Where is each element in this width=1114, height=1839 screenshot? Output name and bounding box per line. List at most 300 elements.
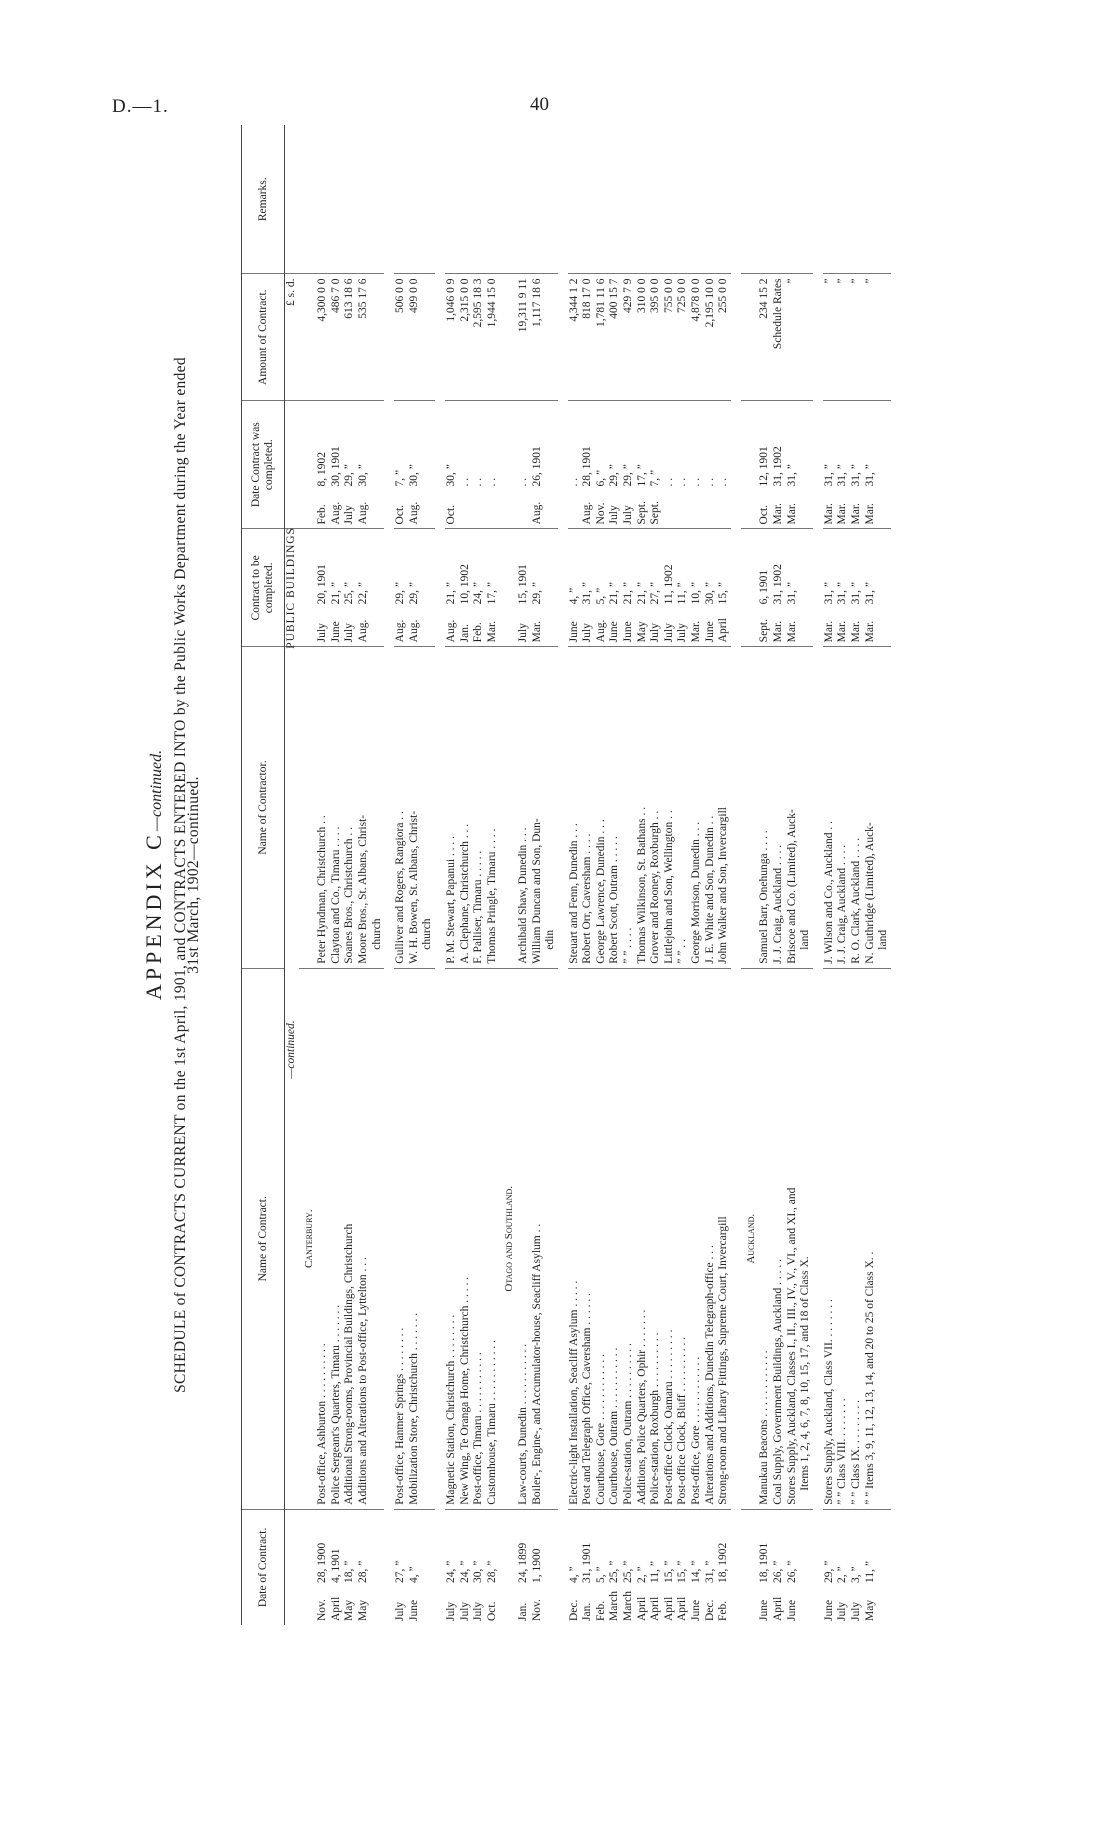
amount-value: 725 0 0 [676,278,689,313]
remarks-cell [772,125,786,274]
appendix-letter: C [141,831,166,850]
table-row [836,125,850,1625]
schedule-title-line2: 31st March, 1902—continued. [185,776,203,974]
completed-month: Feb. [316,504,329,525]
contractor-cell [704,647,718,968]
contract-cell [330,968,344,1509]
date-cell [649,1509,663,1625]
amount-cell [836,274,850,400]
remarks-cell [622,125,636,274]
page-number: 40 [530,94,549,115]
due-month: Aug. [407,619,420,643]
due-month: Mar. [530,620,543,643]
date-day: 18, 1901 [758,1542,771,1583]
remarks-cell [864,125,891,274]
contract-cell [472,968,486,1509]
contractor-cell [836,647,850,968]
due-month: Mar. [822,620,835,643]
amount-value: 4,878 0 0 [690,278,703,322]
date-cell [836,1509,850,1625]
table-body [285,125,891,1625]
amount-value: 395 0 0 [649,278,662,313]
amount-value: ” [849,278,862,284]
date-day: 4, 1901 [329,1548,342,1583]
due-day: 29, ” [394,581,407,605]
completed-date-cell [836,400,850,529]
table-row [394,125,408,1625]
date-day: 4, ” [567,1566,580,1583]
contractor-name: ” ” . . . . [622,927,635,964]
header-contractor: Name of Contractor. [242,647,285,968]
due-date-cell [330,529,344,647]
completed-day: 31, 1902 [772,446,784,487]
due-month: Mar. [863,620,876,643]
remarks-cell [472,125,486,274]
date-cell [622,1509,636,1625]
due-day: 21, ” [444,581,457,605]
amount-value: 1,117 18 6 [530,278,543,327]
due-day: 21, ” [635,581,648,605]
date-cell [663,1509,677,1625]
due-date-cell [408,529,435,647]
remarks-cell [636,125,650,274]
table-row [676,125,690,1625]
contractor-cell [531,647,558,968]
due-day: 27, ” [649,581,662,605]
rotated-schedule [141,125,890,1625]
date-month: May [343,1599,356,1621]
amount-cell [581,274,595,400]
date-day: 29, ” [822,1560,835,1583]
contract-cell [676,968,690,1509]
amount-value: 818 17 0 [581,278,594,319]
remarks-cell [690,125,704,274]
due-date-cell [704,529,718,647]
completed-date-cell [595,400,609,529]
contractor-cell [408,647,435,968]
due-date-cell [836,529,850,647]
completed-month: Nov. [594,502,607,525]
contract-name: Strong-room and Library Fittings, Supreme Court, Invercargill [717,1216,730,1505]
due-month: Mar. [485,620,498,643]
date-day: 18, ” [343,1560,356,1583]
contractor-cell [608,647,622,968]
contract-cell [636,968,650,1509]
due-month: May [635,621,648,643]
table-row [690,125,704,1625]
due-date-cell [517,529,531,647]
completed-date-cell [472,400,486,529]
due-date-cell [486,529,500,647]
date-month: May [863,1599,876,1621]
date-day: 31, ” [703,1560,716,1583]
contract-cell [581,968,595,1509]
due-date-cell [649,529,663,647]
amount-value: 486 7 0 [329,278,342,313]
date-cell [581,1509,595,1625]
date-day: 11, ” [863,1561,876,1583]
contract-name: Post-office Clock, Bluff . . . . . . . . . . [676,1336,689,1505]
amount-value: 4,300 0 0 [316,278,329,322]
remarks-cell [850,125,864,274]
appendix-title [141,125,166,1625]
contractor-cell [622,647,636,968]
completed-month: July [622,505,635,525]
completed-date-cell [330,400,344,529]
due-day: 31, ” [863,581,876,605]
due-month: Aug. [356,619,369,643]
amount-value: 255 0 0 [717,278,730,313]
remarks-cell [531,125,558,274]
completed-day: 31, ” [822,464,835,487]
date-day: 18, 1902 [717,1542,730,1583]
contract-name: Courthouse, Gore . . . . . . . . . . . . [594,1354,607,1505]
due-day: 21, ” [622,581,635,605]
contract-name: Post-office, Hanmer Springs . . . . . . . . [394,1327,407,1505]
due-day: 15, ” [717,581,730,605]
remarks-cell [608,125,622,274]
contractor-cell [343,647,357,968]
due-date-cell [636,529,650,647]
contract-cell [864,968,891,1509]
contract-name: Police Sergeant's Quarters, Timaru . . . . . . . [329,1304,342,1505]
date-day: 31, 1901 [581,1542,594,1583]
due-month: Aug. [594,619,607,643]
amount-value: Schedule Rates [772,278,784,350]
date-cell [864,1509,891,1625]
due-month: June [622,621,635,643]
date-month: Jan. [516,1602,529,1621]
completed-month: Aug. [530,501,543,525]
section-public-continued: —continued. [285,1020,297,1079]
due-date-cell [772,529,786,647]
completed-month: Sept. [635,501,648,525]
date-month: July [836,1601,849,1621]
remarks-cell [486,125,500,274]
table-row [622,125,636,1625]
completed-date-cell [408,400,435,529]
date-month: April [649,1596,662,1621]
contract-name: Additions, Police Quarters, Ophir . . . . . . . [635,1309,648,1505]
date-cell [343,1509,357,1625]
completed-month: Oct. [444,504,457,525]
due-date-cell [394,529,408,647]
appendix-continued: —continued. [148,749,165,832]
amount-cell [316,274,330,400]
due-date-cell [850,529,864,647]
completed-month: Mar. [772,503,784,525]
amount-value: 755 0 0 [662,278,675,313]
contractor-cell [394,647,408,968]
contractor-name: Littlejohn and Son, Wellington . . [662,810,675,964]
date-month: June [758,1599,771,1621]
date-cell [850,1509,864,1625]
table-row [581,125,595,1625]
completed-date-cell [394,400,408,529]
remarks-cell [445,125,459,274]
due-month: Aug. [394,619,407,643]
contract-name: Stores Supply, Auckland, Class VII. . . . . . . . [822,1299,835,1505]
table-row [517,125,531,1625]
remarks-cell [459,125,473,274]
date-cell [357,1509,384,1625]
contract-name: Post-office, Timaru . . . . . . . . . . . [472,1352,485,1505]
contractor-name-cont: land [877,929,890,950]
date-month: Feb. [594,1600,607,1621]
district-canterbury: Canterbury. [299,968,317,1509]
table-row [850,125,864,1625]
contractor-name: Samuel Barr, Onehunga . . . . [758,830,771,964]
date-day: 3, ” [849,1566,862,1583]
amount-cell [823,274,837,400]
due-month: Sept. [758,618,771,643]
table-row [772,125,786,1625]
due-day: 24, ” [472,581,485,605]
contract-name: Post-office Clock, Oamaru . . . . . . . . . [662,1329,675,1505]
contractor-name-cont: church [421,918,434,950]
district-row-canterbury [299,125,317,1625]
date-day: 4, ” [407,1566,420,1583]
contract-cell [850,968,864,1509]
completed-month: Sept. [649,501,662,525]
contract-cell [394,968,408,1509]
due-day: 31, ” [836,581,849,605]
due-day: 31, ” [849,581,862,605]
table-row [823,125,837,1625]
table-row [663,125,677,1625]
date-day: 26, ” [785,1560,798,1583]
date-cell [445,1509,459,1625]
date-day: 2, ” [635,1566,648,1583]
amount-value: ” [822,278,835,284]
amount-value: 2,595 18 3 [472,278,485,328]
table-row [636,125,650,1625]
contractor-cell [649,647,663,968]
contractor-name: Thomas Pringle, Timaru . . . . [485,828,498,964]
contract-name: Law-courts, Dunedin . . . . . . . . . . . [516,1343,529,1505]
amount-cell [772,274,786,400]
due-day: 4, ” [567,587,580,605]
date-day: 28, ” [356,1560,369,1583]
date-month: Nov. [316,1599,329,1621]
remarks-cell [836,125,850,274]
completed-month: July [608,505,621,525]
contractor-cell [517,647,531,968]
contractor-cell [568,647,582,968]
remarks-cell [316,125,330,274]
date-day: 26, ” [772,1560,784,1583]
due-date-cell [581,529,595,647]
completed-day: 30, ” [407,464,420,487]
completed-date-cell [608,400,622,529]
completed-day: . . [676,477,689,487]
date-day: 25, ” [608,1560,621,1583]
contractor-name: J. J. Craig, Auckland . . . . [836,844,849,964]
remarks-cell [717,125,731,274]
contract-cell [486,968,500,1509]
contract-cell [836,968,850,1509]
amount-value: ” [785,278,798,284]
table-row [343,125,357,1625]
date-month: Nov. [530,1599,543,1621]
completed-month: Oct. [758,504,771,525]
section-public-text: PUBLIC BUILDINGS [285,527,297,649]
table-row [608,125,622,1625]
contractor-cell [486,647,500,968]
amount-cell [486,274,500,400]
completed-month: Mar. [785,503,798,525]
completed-day: . . [458,477,471,487]
contractor-name: W. H. Bowen, St. Albans, Christ- [407,810,420,964]
contractor-name: A. Clephane, Christchurch . . . [458,823,471,964]
contractor-name-cont: edin [544,929,557,950]
due-month: June [329,621,342,643]
due-day: 10, 1902 [458,564,471,605]
completed-date-cell [486,400,500,529]
completed-month: Aug. [356,501,369,525]
due-day: 31, ” [581,581,594,605]
contractor-name: Clayton and Co., Timaru . . . . [329,826,342,964]
completed-day: 29, ” [622,464,635,487]
contract-name: Police-station, Roxburgh . . . . . . . . . . [649,1332,662,1505]
table-row [357,125,384,1625]
date-month: Oct. [485,1601,498,1621]
remarks-cell [676,125,690,274]
completed-month: Mar. [863,503,876,525]
completed-day: 12, 1901 [758,446,771,487]
completed-month: Mar. [849,503,862,525]
amount-cell [864,274,891,400]
date-month: April [329,1596,342,1621]
amount-cell [663,274,677,400]
date-month: Dec. [703,1599,716,1621]
contractor-cell [472,647,486,968]
contractor-name-cont: land [799,929,812,950]
contract-name: New Wing, Te Oranga Home, Christchurch . . . . . [458,1276,471,1505]
table-row [568,125,582,1625]
completed-month: Mar. [822,503,835,525]
completed-month: July [343,505,356,525]
amount-cell [459,274,473,400]
date-day: 25, ” [622,1560,635,1583]
date-day: 24, ” [444,1560,457,1583]
due-date-cell [472,529,486,647]
amount-cell [568,274,582,400]
appendix-word: APPENDIX [141,859,166,1001]
due-month: July [516,623,529,643]
contract-cell [663,968,677,1509]
due-month: June [567,621,580,643]
table-row [649,125,663,1625]
completed-date-cell [459,400,473,529]
contractor-name: Moore Bros., St. Albans, Christ- [356,814,369,964]
contract-name: Mobilization Store, Christchurch . . . . . . . [407,1312,420,1505]
date-cell [636,1509,650,1625]
completed-month: Aug. [581,501,594,525]
completed-date-cell [690,400,704,529]
header-remarks: Remarks. [242,125,285,274]
contractor-name: George Lawrence, Dunedin . . . [594,819,607,964]
completed-date-cell [343,400,357,529]
contract-name: Coal Supply, Government Buildings, Auckland . . . . . [772,1258,784,1505]
amount-cell [394,274,408,400]
header-due: Contract to be completed. [242,529,285,647]
due-month: Mar. [849,620,862,643]
date-cell [690,1509,704,1625]
completed-month: Aug. [329,501,342,525]
header-amount: Amount of Contract. [242,274,285,400]
due-month: July [343,623,356,643]
due-month: Feb. [472,622,485,643]
due-month: Jan. [458,624,471,643]
date-month: April [635,1596,648,1621]
section-row-public [285,125,299,1625]
table-row [316,125,330,1625]
contractor-name: Robert Orr, Caversham . . . . [581,833,594,964]
amount-cell [676,274,690,400]
due-month: June [703,621,716,643]
header-completed: Date Contract was completed. [242,400,285,529]
date-day: 27, ” [394,1560,407,1583]
date-cell [608,1509,622,1625]
date-cell [758,1509,772,1625]
completed-date-cell [717,400,731,529]
date-month: March [622,1590,635,1621]
due-date-cell [608,529,622,647]
due-day: 29, ” [407,581,420,605]
due-day: 21, ” [608,581,621,605]
due-month: July [316,623,329,643]
date-month: July [458,1601,471,1621]
contractor-cell [330,647,344,968]
due-day: 30, ” [703,581,716,605]
contractor-name: R. O. Clark, Auckland . . . . [849,837,862,964]
contractor-name: J. E. White and Son, Dunedin . . [703,815,716,964]
header-contract: Name of Contract. [242,968,285,1509]
date-month: April [676,1596,689,1621]
contract-name: Post-office, Gore . . . . . . . . . . . . [690,1356,703,1505]
date-day: 11, ” [649,1561,662,1583]
contractor-cell [316,647,330,968]
due-date-cell [622,529,636,647]
contractor-name: Steuart and Fenn, Dunedin . . . [567,823,580,964]
amount-value: 4,344 1 2 [567,278,580,322]
completed-date-cell [568,400,582,529]
date-cell [786,1509,813,1625]
due-date-cell [663,529,677,647]
table-row [786,125,813,1625]
due-day: 22, ” [356,581,369,605]
schedule-title [171,125,203,1625]
schedule-title-line1: SCHEDULE of CONTRACTS CURRENT on the 1st April, 1901, and CONTRACTS ENTERED INTO by the Public Works Department during the Year ended [171,357,189,1393]
completed-day: 8, 1902 [316,451,329,487]
contractor-cell [595,647,609,968]
completed-date-cell [517,400,531,529]
amount-value: ” [836,278,849,284]
completed-month: Oct. [394,504,407,525]
amount-cell [636,274,650,400]
amount-value: 506 0 0 [394,278,407,313]
contract-cell [690,968,704,1509]
contractor-cell [663,647,677,968]
contract-name: Magnetic Station, Christchurch . . . . . . . . [444,1314,457,1505]
contractor-name: Soanes Bros., Christchurch . . [343,827,356,964]
amount-cell [649,274,663,400]
contract-cell [786,968,813,1509]
date-day: 5, ” [594,1566,607,1583]
completed-date-cell [864,400,891,529]
completed-day: 30, ” [444,464,457,487]
